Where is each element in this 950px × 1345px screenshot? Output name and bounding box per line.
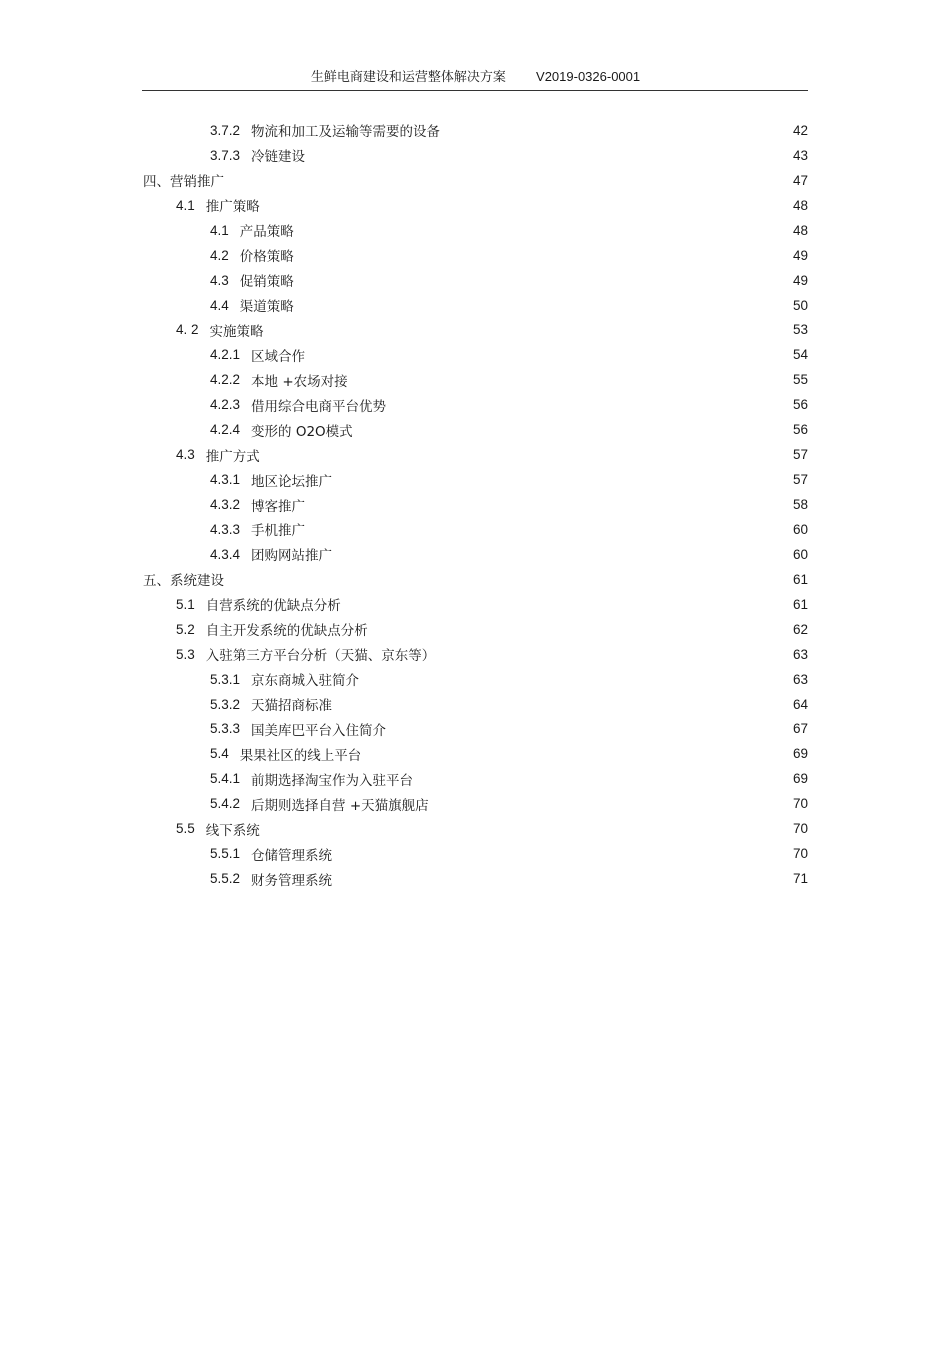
- toc-dot-leader: [392, 398, 776, 412]
- toc-dot-leader: [270, 323, 776, 337]
- toc-page-number: 71: [792, 871, 808, 887]
- toc-page-number: 50: [792, 297, 808, 313]
- toc-section-title: 推广策略: [205, 199, 260, 216]
- toc-entry[interactable]: [0, 218, 808, 243]
- toc-section-number: 5.2: [176, 621, 195, 637]
- toc-entry-heading: [210, 544, 332, 564]
- toc-section-title: 冷链建设: [251, 149, 306, 166]
- toc-entry-heading: [210, 270, 294, 290]
- toc-section-number: 4.2: [210, 247, 229, 263]
- toc-entry[interactable]: [0, 642, 808, 667]
- toc-dot-leader: [374, 622, 776, 636]
- toc-section-number: 5.3.3: [210, 721, 241, 737]
- toc-section-title: 天猫招商标准: [251, 698, 333, 715]
- toc-entry-heading: [210, 420, 353, 440]
- toc-section-number: 5.5: [176, 821, 195, 837]
- toc-section-title: 渠道策略: [239, 299, 294, 316]
- toc-dot-leader: [300, 248, 776, 262]
- toc-dot-leader: [311, 348, 776, 362]
- toc-entry[interactable]: [0, 392, 808, 417]
- toc-entry[interactable]: [0, 168, 808, 193]
- toc-entry[interactable]: [0, 766, 808, 791]
- toc-dot-leader: [311, 498, 776, 512]
- toc-section-number: 4.2.3: [210, 397, 241, 413]
- toc-section-number: 4. 2: [176, 322, 199, 338]
- toc-section-title: 果果社区的线上平台: [239, 747, 362, 764]
- toc-section-number: 5.3.1: [210, 671, 241, 687]
- toc-section-number: 4.2.4: [210, 422, 241, 438]
- toc-section-title: 变形的 O2O模式: [251, 423, 353, 440]
- toc-page-number: 63: [792, 646, 808, 662]
- toc-section-title: 价格策略: [239, 249, 294, 266]
- toc-page-number: 49: [792, 272, 808, 288]
- toc-page-number: 47: [792, 172, 808, 188]
- toc-entry[interactable]: [0, 293, 808, 318]
- toc-entry[interactable]: [0, 417, 808, 442]
- toc-entry-heading: [176, 819, 260, 839]
- toc-section-title: 国美库巴平台入住简介: [251, 722, 387, 739]
- toc-section-title: 本地 +农场对接: [251, 373, 348, 390]
- toc-section-number: 3.7.2: [210, 122, 241, 138]
- toc-dot-leader: [365, 672, 776, 686]
- toc-entry-heading: [210, 519, 305, 539]
- toc-section-number: 5.4: [210, 746, 229, 762]
- toc-dot-leader: [347, 597, 776, 611]
- toc-page-number: 55: [792, 372, 808, 388]
- toc-section-number: 4.3.2: [210, 497, 241, 513]
- toc-dot-leader: [446, 123, 776, 137]
- toc-dot-leader: [435, 797, 776, 811]
- toc-page-number: 56: [792, 422, 808, 438]
- toc-page-number: 57: [792, 447, 808, 463]
- toc-section-title: 后期则选择自营 +天猫旗舰店: [251, 797, 429, 814]
- toc-entry[interactable]: [0, 841, 808, 866]
- toc-section-number: 4.2.1: [210, 347, 241, 363]
- toc-entry[interactable]: [0, 268, 808, 293]
- toc-dot-leader: [441, 647, 776, 661]
- toc-dot-leader: [338, 872, 776, 886]
- toc-page-number: 56: [792, 397, 808, 413]
- toc-entry-heading: [210, 395, 386, 415]
- toc-entry[interactable]: [0, 143, 808, 168]
- toc-page-number: 70: [792, 846, 808, 862]
- toc-page-number: 43: [792, 147, 808, 163]
- toc-entry[interactable]: [0, 318, 808, 343]
- toc-section-title: 手机推广: [251, 523, 306, 540]
- toc-dot-leader: [419, 772, 776, 786]
- toc-dot-leader: [392, 722, 776, 736]
- toc-entry-heading: [210, 145, 305, 165]
- toc-section-title: 四、营销推广: [143, 174, 224, 191]
- toc-page-number: 54: [792, 347, 808, 363]
- toc-dot-leader: [367, 747, 776, 761]
- toc-section-title: 入驻第三方平台分析（天猫、京东等）: [205, 648, 436, 665]
- toc-page-number: 69: [792, 746, 808, 762]
- toc-page-number: 57: [792, 472, 808, 488]
- toc-page-number: 67: [792, 721, 808, 737]
- toc-entry-heading: [176, 320, 264, 340]
- toc-entry[interactable]: [0, 118, 808, 143]
- toc-section-title: 产品策略: [239, 224, 294, 241]
- toc-dot-leader: [338, 547, 776, 561]
- toc-entry-heading: [210, 345, 305, 365]
- toc-entry-heading: [210, 495, 305, 515]
- toc-entry-heading: [210, 370, 348, 390]
- table-of-contents: [0, 118, 950, 891]
- toc-section-title: 自营系统的优缺点分析: [205, 598, 341, 615]
- toc-page-number: 60: [792, 546, 808, 562]
- toc-page-number: 70: [792, 821, 808, 837]
- toc-dot-leader: [266, 822, 776, 836]
- toc-entry[interactable]: [0, 467, 808, 492]
- toc-entry[interactable]: [0, 517, 808, 542]
- toc-page-number: 62: [792, 621, 808, 637]
- toc-entry[interactable]: [0, 592, 808, 617]
- toc-section-number: 5.3: [176, 646, 195, 662]
- toc-section-title: 团购网站推广: [251, 548, 333, 565]
- toc-entry[interactable]: [0, 243, 808, 268]
- toc-entry-heading: [210, 769, 413, 789]
- toc-entry[interactable]: [0, 741, 808, 766]
- toc-section-number: 5.1: [176, 596, 195, 612]
- toc-section-number: 4.4: [210, 297, 229, 313]
- toc-dot-leader: [338, 473, 776, 487]
- toc-entry-heading: [210, 220, 294, 240]
- toc-page-number: 48: [792, 222, 808, 238]
- toc-entry[interactable]: [0, 442, 808, 467]
- toc-dot-leader: [359, 423, 776, 437]
- toc-section-number: 4.3: [176, 447, 195, 463]
- toc-entry-heading: [176, 445, 260, 465]
- toc-dot-leader: [300, 298, 776, 312]
- toc-section-title: 京东商城入驻简介: [251, 673, 360, 690]
- toc-entry-heading: [210, 694, 332, 714]
- toc-dot-leader: [230, 572, 776, 586]
- toc-section-title: 区域合作: [251, 348, 306, 365]
- toc-section-title: 博客推广: [251, 498, 306, 515]
- toc-entry-heading: [143, 569, 224, 589]
- toc-page-number: 64: [792, 696, 808, 712]
- toc-section-number: 4.2.2: [210, 372, 241, 388]
- toc-dot-leader: [311, 522, 776, 536]
- toc-entry-heading: [210, 470, 332, 490]
- toc-section-number: 5.4.1: [210, 771, 241, 787]
- toc-entry[interactable]: [0, 866, 808, 891]
- toc-dot-leader: [230, 173, 776, 187]
- toc-page-number: 49: [792, 247, 808, 263]
- toc-dot-leader: [354, 373, 776, 387]
- toc-section-number: 3.7.3: [210, 147, 241, 163]
- toc-section-number: 4.1: [210, 222, 229, 238]
- toc-section-title: 财务管理系统: [251, 872, 333, 889]
- toc-dot-leader: [266, 198, 776, 212]
- toc-dot-leader: [266, 448, 776, 462]
- toc-page-number: 58: [792, 497, 808, 513]
- toc-page-number: 61: [792, 596, 808, 612]
- toc-section-number: 5.5.1: [210, 846, 241, 862]
- toc-dot-leader: [311, 148, 776, 162]
- toc-section-title: 促销策略: [239, 274, 294, 291]
- toc-entry-heading: [210, 869, 332, 889]
- header-divider: [142, 90, 808, 91]
- toc-section-title: 借用综合电商平台优势: [251, 398, 387, 415]
- toc-entry[interactable]: [0, 492, 808, 517]
- toc-entry-heading: [210, 744, 361, 764]
- toc-dot-leader: [338, 697, 776, 711]
- toc-section-number: 4.3.1: [210, 472, 241, 488]
- toc-section-number: 4.3: [210, 272, 229, 288]
- toc-section-number: 5.3.2: [210, 696, 241, 712]
- toc-section-title: 前期选择淘宝作为入驻平台: [251, 772, 414, 789]
- toc-entry[interactable]: [0, 816, 808, 841]
- toc-entry[interactable]: [0, 567, 808, 592]
- toc-entry[interactable]: [0, 791, 808, 816]
- toc-entry-heading: [210, 794, 429, 814]
- toc-entry-heading: [210, 245, 294, 265]
- document-version: V2019-0326-0001: [536, 69, 641, 84]
- toc-page-number: 61: [792, 571, 808, 587]
- toc-section-title: 物流和加工及运输等需要的设备: [251, 124, 441, 141]
- toc-entry[interactable]: [0, 342, 808, 367]
- toc-entry[interactable]: [0, 193, 808, 218]
- document-title: 生鲜电商建设和运营整体解决方案: [310, 70, 506, 85]
- toc-entry-heading: [210, 669, 359, 689]
- toc-dot-leader: [300, 223, 776, 237]
- toc-entry-heading: [176, 195, 260, 215]
- toc-entry[interactable]: [0, 667, 808, 692]
- toc-entry-heading: [176, 594, 341, 614]
- toc-page-number: 60: [792, 521, 808, 537]
- toc-section-title: 实施策略: [209, 323, 264, 340]
- toc-entry[interactable]: [0, 617, 808, 642]
- toc-entry-heading: [210, 295, 294, 315]
- toc-section-title: 推广方式: [205, 448, 260, 465]
- toc-entry-heading: [143, 170, 224, 190]
- toc-section-number: 4.3.3: [210, 521, 241, 537]
- toc-entry-heading: [210, 120, 440, 140]
- toc-page-number: 70: [792, 796, 808, 812]
- toc-section-title: 线下系统: [205, 822, 260, 839]
- toc-section-number: 4.3.4: [210, 546, 241, 562]
- toc-section-number: 5.4.2: [210, 796, 241, 812]
- toc-entry[interactable]: [0, 542, 808, 567]
- toc-entry-heading: [176, 644, 435, 664]
- toc-page-number: 63: [792, 671, 808, 687]
- toc-entry[interactable]: [0, 367, 808, 392]
- toc-page-number: 53: [792, 322, 808, 338]
- toc-entry[interactable]: [0, 692, 808, 717]
- toc-entry[interactable]: [0, 717, 808, 742]
- toc-entry-heading: [176, 619, 368, 639]
- toc-section-title: 仓储管理系统: [251, 847, 333, 864]
- toc-section-title: 五、系统建设: [143, 573, 224, 590]
- toc-section-title: 地区论坛推广: [251, 473, 333, 490]
- toc-dot-leader: [300, 273, 776, 287]
- toc-entry-heading: [210, 844, 332, 864]
- toc-dot-leader: [338, 847, 776, 861]
- toc-section-number: 4.1: [176, 197, 195, 213]
- page-header: [143, 66, 808, 86]
- toc-entry-heading: [210, 719, 386, 739]
- toc-section-number: 5.5.2: [210, 871, 241, 887]
- toc-page-number: 42: [792, 122, 808, 138]
- toc-page-number: 69: [792, 771, 808, 787]
- toc-page-number: 48: [792, 197, 808, 213]
- toc-section-title: 自主开发系统的优缺点分析: [205, 623, 368, 640]
